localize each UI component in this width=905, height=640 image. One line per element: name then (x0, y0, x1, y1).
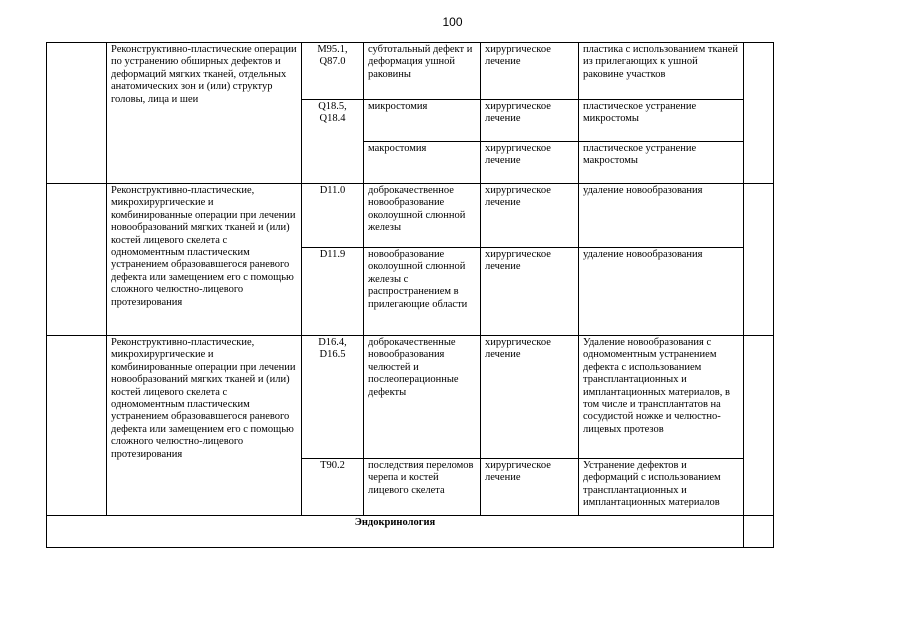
treatment-method-cell: пластическое устранение микростомы (579, 100, 744, 142)
cost-cell (744, 43, 774, 184)
page-number: 100 (442, 15, 463, 29)
treatment-type-cell: хирургическое лечение (481, 100, 579, 142)
table-row (47, 184, 774, 248)
treatment-type-cell: хирургическое лечение (481, 142, 579, 184)
procedures-table (46, 42, 774, 548)
treatment-type-cell: хирургическое лечение (481, 336, 579, 459)
procedure-group-cell: Реконструктивно-пластические, микрохирургические и комбинированные операции при лечении новообразований мягких тканей и (или) костей лицевого скелета с одномоментным пластическим устранением образовавшегося раневого дефекта или замещением его с помощью сложного челюстно-лицевого протезирования (107, 336, 302, 516)
diagnosis-code-cell: D11.0 (302, 184, 364, 248)
cost-cell (744, 184, 774, 336)
treatment-type-cell: хирургическое лечение (481, 459, 579, 516)
procedure-group-cell: Реконструктивно-пластические операции по устранению обширных дефектов и деформаций мягких тканей, отдельных анатомических зон и (или) структур головы, лица и шеи (107, 43, 302, 184)
row-number-cell (47, 184, 107, 336)
condition-cell: последствия переломов черепа и костей лицевого скелета (364, 459, 481, 516)
cost-cell (744, 336, 774, 516)
treatment-method-cell: Удаление новообразования с одномоментным устранением дефекта с использованием трансплантационных и имплантационных материалов, в том числе и трансплантатов на сосудистой ножке и челюстно-лицевых протезов (579, 336, 744, 459)
table-row (47, 43, 774, 100)
treatment-method-cell: пластическое устранение макростомы (579, 142, 744, 184)
condition-cell: субтотальный дефект и деформация ушной раковины (364, 43, 481, 100)
row-number-cell (47, 336, 107, 516)
condition-cell: микростомия (364, 100, 481, 142)
section-side-cell (744, 516, 774, 548)
treatment-method-cell: удаление новообразования (579, 184, 744, 248)
treatment-type-cell: хирургическое лечение (481, 43, 579, 100)
treatment-type-cell: хирургическое лечение (481, 184, 579, 248)
condition-cell: доброкачественные новообразования челюстей и послеоперационные дефекты (364, 336, 481, 459)
row-number-cell (47, 43, 107, 184)
condition-cell: доброкачественное новообразование околоушной слюнной железы (364, 184, 481, 248)
diagnosis-code-cell: D16.4, D16.5 (302, 336, 364, 459)
treatment-type-cell: хирургическое лечение (481, 248, 579, 336)
treatment-method-cell: удаление новообразования (579, 248, 744, 336)
diagnosis-code-cell: T90.2 (302, 459, 364, 516)
treatment-method-cell: пластика с использованием тканей из прилегающих к ушной раковине участков (579, 43, 744, 100)
condition-cell: новообразование околоушной слюнной железы с распространением в прилегающие области (364, 248, 481, 336)
section-row (47, 516, 774, 548)
table-row (47, 336, 774, 459)
diagnosis-code-cell: Q18.5, Q18.4 (302, 100, 364, 184)
procedure-group-cell: Реконструктивно-пластические, микрохирургические и комбинированные операции при лечении новообразований мягких тканей и (или) костей лицевого скелета с одномоментным пластическим устранением образовавшегося раневого дефекта или замещением его с помощью сложного челюстно-лицевого протезирования (107, 184, 302, 336)
section-title: Эндокринология (47, 516, 744, 548)
condition-cell: макростомия (364, 142, 481, 184)
treatment-method-cell: Устранение дефектов и деформаций с использованием трансплантационных и имплантационных материалов (579, 459, 744, 516)
diagnosis-code-cell: M95.1, Q87.0 (302, 43, 364, 100)
diagnosis-code-cell: D11.9 (302, 248, 364, 336)
